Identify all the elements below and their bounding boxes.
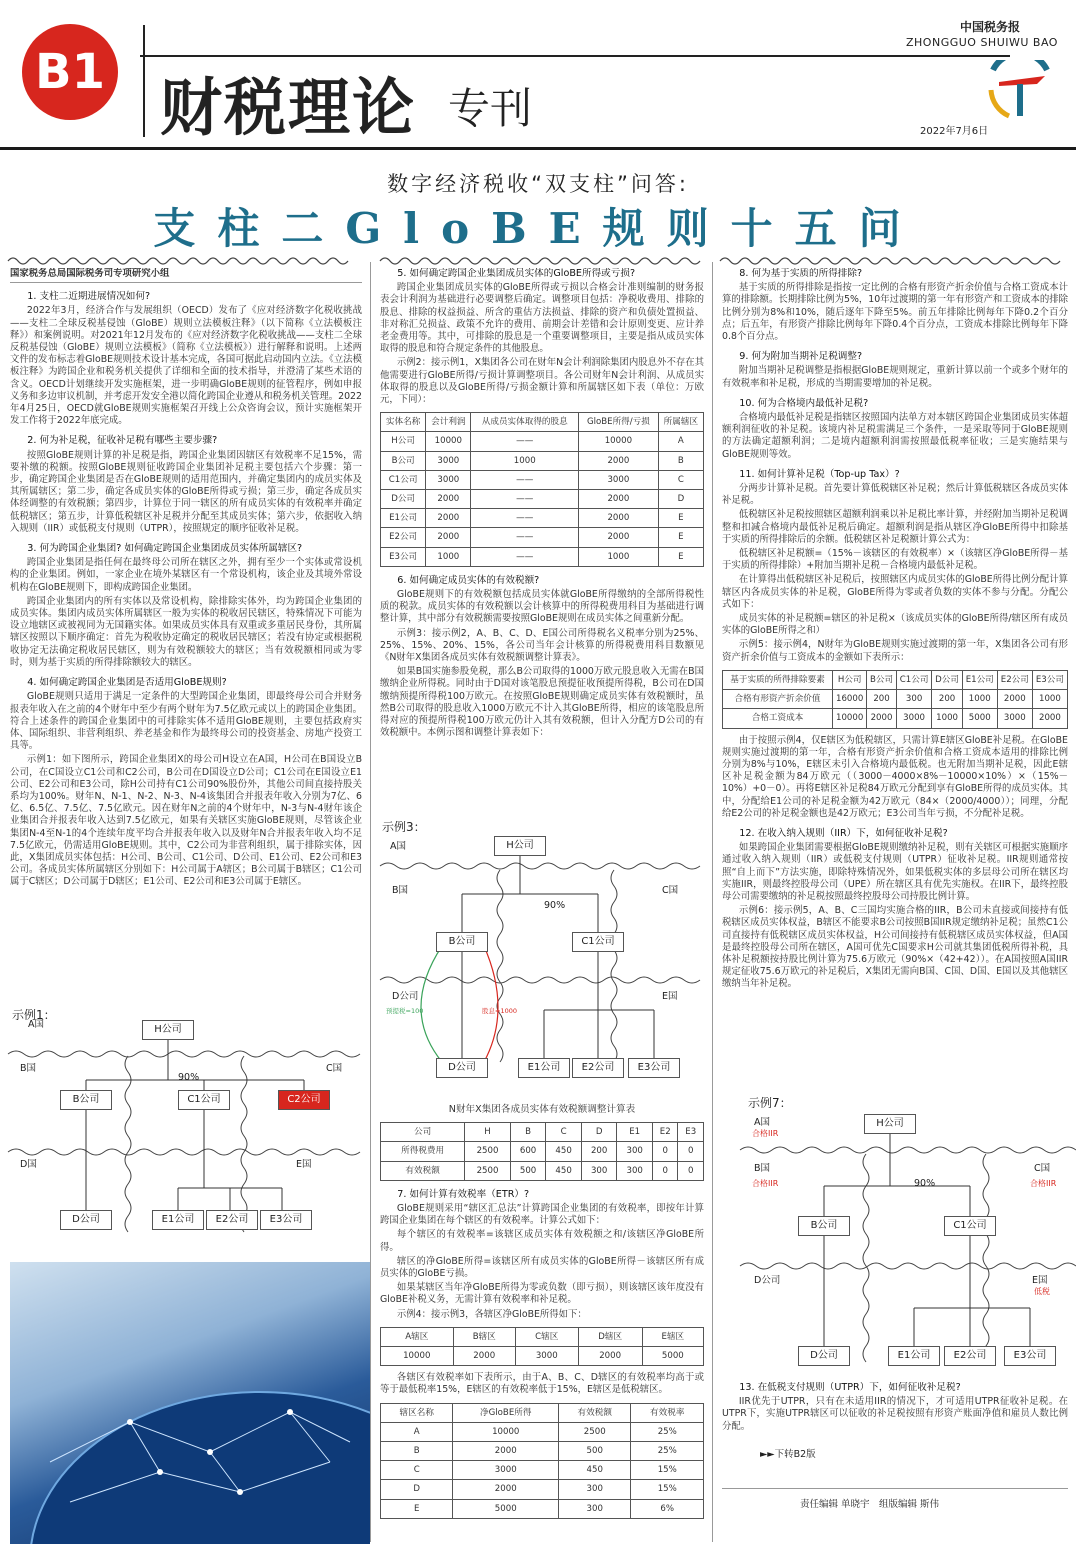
table-cell: 1000 [932,709,962,728]
table-cell: —— [471,528,579,547]
company-e1: E1公司 [888,1346,940,1366]
formula-top-up: 低税辖区补足税额=（15%－该辖区的有效税率）×（该辖区净GloBE所得－基于实质的所得排除）+附加当期补足税－合格境内最低补足税。 [722,548,1068,572]
company-e2: E2公司 [944,1346,996,1366]
table-cell: —— [471,432,579,451]
table-cell: 450 [559,1461,631,1480]
question-6: 6. 如何确定成员实体的有效税额? [397,574,540,586]
example-1-label: 示例1： [12,1008,56,1022]
question-10: 10. 何为合格境内最低补足税? [739,397,869,409]
table-cell: 0 [652,1161,677,1180]
table-cell: E [381,1499,453,1518]
example-3-diagram [380,830,704,1082]
table-header-row [381,1403,704,1422]
table-cell: 0 [678,1161,704,1180]
question-12: 12. 在收入纳入规则（IIR）下，如何征收补足税? [739,827,948,839]
table-header-row [723,670,1068,689]
question-11: 11. 如何计算补足税（Top-up Tax）? [739,468,900,480]
iir-b-label: 合格IIR [752,1179,779,1188]
low-tax-label: 低税 [1034,1287,1050,1296]
company-c1: C1公司 [572,932,624,952]
company-e2: E2公司 [572,1058,624,1078]
table-cell: E [658,509,703,528]
table-row [723,709,1068,728]
table-cell: 2000 [579,490,659,509]
table-cell: C [658,470,703,489]
company-d: D公司 [436,1058,488,1078]
answer-1: 2022年3月，经济合作与发展组织（OECD）发布了《应对经济数字化税收挑战——支柱二全球反税基侵蚀（GloBE）规则立法模板注释》（以下简称《立法模板注释》）和案例说明。对2021年12月发布的《应对经济数字化税收挑战——支柱二全球反税基侵蚀（GloBE）规则立法模板》（简称《立法模板》）进行解释和说明。上述两文件的发布标志着GloBE规则技术设计基本完成，各国可据此启动国内立法。《立法模板注释》为跨国企业和税务机关提供了详细和全面的技术指导，并澄清了某些术语的含义。OECD计划继续开发实施框架，进一步明确GloBE规则的征管程序，例如申报义务和多边审议机制，并考虑开发安全港以简化跨国企业遵从和税务机关管理。2022年4月25日，OECD就GloBE规则实施框架召开线上公众咨询会议，预计实施框架开发工作将于2022年底完成。 [10,305,362,427]
table-cell: 25% [631,1422,704,1441]
table-cell: 2500 [465,1142,511,1161]
country-e-label: E国 [296,1159,312,1170]
answer-7: GloBE规则采用“辖区汇总法”计算跨国企业集团的有效税率，即按年计算跨国企业集团在每个辖区的有效税率。计算公式如下： [380,1203,704,1227]
table-header: 有效税额 [559,1403,631,1422]
question-13: 13. 在低税支付规则（UTPR）下，如何征收补足税? [739,1382,961,1393]
company-b: B公司 [436,932,488,952]
table-cell: 有效税额 [381,1161,465,1180]
table-cell: 2000 [426,490,471,509]
answer-2: 按照GloBE规则计算的补足税是指，跨国企业集团因辖区有效税率不足15%，需要补缴的税额。按照GloBE规则征收跨国企业集团补足税主要包括六个步骤：第一步，确定跨国企业集团是否在GloBE规则的适用范围内，并确定集团内的成员实体及其所属辖区；第二步，确定各成员实体的GloBE所得或亏损；第三步，确定各成员实体经调整的有效税额；第四步，计算位于同一辖区的所有成员实体的有效税率并确定低税辖区；第五步，计算低税辖区补足税并分配至其成员实体；第六步，依据收入纳入规则（IIR）或低税支付规则（UTPR），按照规定的顺序征收补足税。 [10,449,362,534]
table-cell: 10000 [426,432,471,451]
table-cell: 0 [678,1142,704,1161]
table-cell: 10000 [579,432,659,451]
article-column-3-lower [722,1382,1068,1444]
column-rule [370,262,371,1542]
table-header: H公司 [833,670,867,689]
table-header: 从成员实体取得的股息 [471,413,579,432]
table-cell: D [381,1480,453,1499]
table-cell: 2000 [453,1347,515,1366]
table-header: 基于实质的所得排除要素 [723,670,833,689]
table-cell: E [658,547,703,566]
table-cell: 6% [631,1499,704,1518]
earth-network-image [10,1262,370,1544]
company-e2: E2公司 [206,1210,258,1230]
table-cell: 2000 [579,528,659,547]
question-4: 4. 如何确定跨国企业集团是否适用GloBE规则? [27,677,227,689]
table-cell: 5000 [642,1347,703,1366]
country-c-label: C国 [326,1063,343,1074]
table-cell: 2000 [1032,709,1067,728]
table-cell: 1000 [579,547,659,566]
example-3-label: 示例3： [382,820,426,834]
table-row [381,432,704,451]
example-5-calc: 由于按照示例4，仅E辖区为低税辖区，只需计算E辖区GloBE补足税。在GloBE规则实施过渡期的第一年，合格有形资产折余价值和合格工资成本适用的排除比例分别为8%与10%，E辖区未引入合格境内最低税。也无附加当期补足税，因此E辖区补足税金额为84万欧元（（3000－4000×8%－10000×10%）×（15%－10%）+0－0）。再将E辖区补足税84万欧元分配到享有GloBE所得的成员实体。其中，分配给E1公司的补足税金额为42万欧元（84×（2000/4000））；同理，分配给E2公司的补足税金额也是42万欧元；E3公司当年亏损，不分配补足税。 [722,734,1068,819]
company-b: B公司 [798,1216,850,1236]
table-cell: 2000 [453,1442,559,1461]
answer-4: GloBE规则只适用于满足一定条件的大型跨国企业集团，即最终母公司合并财务报表年收入在之前的4个财年中至少有两个财年为7.5亿欧元或以上的跨国企业集团。符合上述条件的跨国企业集团中的可排除实体不适用GloBE规则，主要包括政府实体、国际组织、非营利组织、养老基金和作为最终母公司的投资基金、房地产投资工具等。 [10,691,362,752]
table-cell: 1000 [471,451,579,470]
table-cell: —— [471,470,579,489]
country-b-label: B国 [754,1163,771,1174]
table-cell: 500 [510,1161,546,1180]
table-cell: 2000 [579,451,659,470]
table-cell: 15% [631,1461,704,1480]
example-3-text: 示例3：接示例2，A、B、C、D、E国公司所得税名义税率分别为25%、25%、15%、20%、15%，各公司当年会计核算的所得税费用科目数额见《N财年X集团各成员实体有效税额调整计算表》。 [380,627,704,664]
company-d: D公司 [60,1210,112,1230]
table-cell: 450 [546,1161,582,1180]
answer-11d: 在计算得出低税辖区补足税后，按照辖区内成员实体的GloBE所得比例分配计算辖区内各成员实体的补足税，GloBE所得为零或者负数的实体不参与分配。分配公式如下： [722,574,1068,610]
question-5: 5. 如何确定跨国企业集团成员实体的GloBE所得或亏损? [397,268,636,279]
table-header: C辖区 [515,1327,578,1346]
table-cell: 2000 [867,709,896,728]
table-cell: E3公司 [381,547,426,566]
table-cell: E2公司 [381,528,426,547]
table-cell: 3000 [426,470,471,489]
table-cell: 1000 [1032,690,1067,709]
withholding-tax-note: 预提税=100 [386,1007,424,1015]
table-cell: E1公司 [381,509,426,528]
table-row [381,1499,704,1518]
company-c1: C1公司 [944,1216,996,1236]
table-cell: 3000 [997,709,1032,728]
answer-8: 基于实质的所得排除是指按一定比例的合格有形资产折余价值与合格工资成本计算的排除额。长期排除比例为5%，10年过渡期的第一年有形资产和工资成本的排除比例分别为8%和10%，随后逐年下降至5%。前五年排除比例每年下降0.2个百分点；后五年，有形资产排除比例每年下降0.4个百分点，工资成本排除比例每年下降0.8个百分点。 [722,282,1068,343]
table-header-row [381,1123,704,1142]
table-cell: A [658,432,703,451]
headline: 支柱二GloBE规则十五问 [153,204,923,253]
company-c1: C1公司 [178,1090,230,1110]
table-cell: 300 [559,1480,631,1499]
company-e3: E3公司 [628,1058,680,1078]
question-8: 8. 何为基于实质的所得排除? [739,268,863,279]
page-label-badge: B1 [22,24,118,120]
answer-6: GloBE规则下的有效税额包括成员实体就GloBE所得缴纳的全部所得税性质的税款。成员实体的有效税额以会计核算中的所得税费用科目为基础进行调整计算，其中部分有效税额需要按照GloBE规则在成员实体之间重新分配。 [380,589,704,625]
table-header: E辖区 [642,1327,703,1346]
table-header: 净GloBE所得 [453,1403,559,1422]
answer-7-note: 如果某辖区当年净GloBE所得为零或负数（即亏损），则该辖区该年度没有GloBE补税义务，无需计算有效税率和补足税。 [380,1282,704,1306]
table-cell: 300 [581,1161,617,1180]
table-header: D辖区 [578,1327,642,1346]
table-header: E1公司 [962,670,997,689]
country-a-label: A国 [754,1117,770,1128]
ownership-percent: 90% [178,1072,200,1083]
country-e-label: E国 [662,991,678,1002]
answer-10: 合格境内最低补足税是指辖区按照国内法单方对本辖区跨国企业集团成员实体超额利润征收的补足税。该境内补足税需满足三个条件，一是采取等同于GloBE规则的方法确定超额利润；二是境内超额利润需按照最低税率征收；三是实施结果与GloBE规则等效。 [722,412,1068,460]
tax-adjustment-table-title: N财年X集团各成员实体有效税额调整计算表 [448,1104,636,1115]
table-cell: D [658,490,703,509]
table-header: E2公司 [997,670,1032,689]
table-cell: 2500 [465,1161,511,1180]
table-cell: 2500 [559,1422,631,1441]
column-rule [712,262,713,1542]
iir-c-label: 合格IIR [1030,1179,1057,1188]
dividend-note: 股息=1000 [482,1007,517,1015]
continued-on-page: ►►下转B2版 [760,1449,816,1460]
question-3: 3. 何为跨国企业集团? 如何确定跨国企业集团成员实体所属辖区? [27,543,303,555]
table-cell: E [658,528,703,547]
question-1: 1. 支柱二近期进展情况如何? [27,291,151,303]
wave-divider [0,254,1076,268]
table-header: 所属辖区 [658,413,703,432]
table-cell: 所得税费用 [381,1142,465,1161]
article-column-3 [722,268,1068,1086]
table-cell: 15% [631,1480,704,1499]
table-header: E2 [652,1123,677,1142]
answer-11: 分两步计算补足税。首先要计算低税辖区补足税；然后计算低税辖区各成员实体补足税。 [722,483,1068,507]
table-cell: 3000 [453,1461,559,1480]
table-header: D [581,1123,617,1142]
table-cell: 10000 [453,1422,559,1441]
table-cell: —— [471,490,579,509]
table-cell: 300 [559,1499,631,1518]
masthead-rule [140,55,1010,57]
example-1-text: 示例1：如下图所示，跨国企业集团X的母公司H设立在A国，H公司在B国设立B公司，在C国设立C1公司和C2公司，B公司在D国设立D公司；C1公司在E国设立E1公司、E2公司和E3公司，除H公司持有C1公司90%股份外，其他公司间直接持股关系均为100%。财年N、N-1、N-2、N-3、N-4该集团合并报表年收入分别为7亿、6亿、6.5亿、7.5亿、7.5亿欧元。因在财年N之前的4个财年中，N-3与N-4财年该企业集团合并报表年收入达到7.5亿欧元，如果有关辖区实施GloBE规则，尽管该企业集团N-4至N-1的4个连续年度平均合并报表年收入以及财年N合并报表年收入均不足7.5亿欧元，仍需适用GloBE规则。其中，C2公司为非营利组织，属于排除实体，因此，X集团成员实体包括：H公司、B公司、C1公司、D公司、E1公司、E2公司和E3公司。各成员实体所属辖区分别如下：H公司属于A辖区；B公司属于B辖区；C1公司属于C辖区；D公司属于D辖区；E1公司、E2公司和E3公司属于E辖区。 [10,754,362,888]
formula-allocation: 成员实体的补足税额=辖区的补足税×（该成员实体的GloBE所得/辖区所有成员实体的GloBE所得之和） [722,613,1068,637]
section-subtitle: 专刊 [448,84,533,133]
table-cell: 300 [617,1142,653,1161]
country-a-label: A国 [28,1019,44,1030]
newspaper-name: 中国税务报 [960,20,1021,34]
table-cell: 3000 [896,709,932,728]
table-row [381,547,704,566]
table-row [381,528,704,547]
answer-9: 附加当期补足税调整是指根据GloBE规则规定，重新计算以前一个或多个财年的有效税率和补足税，形成的当期需要增加的补足税。 [722,365,1068,389]
table-header: 辖区名称 [381,1403,453,1422]
table-cell: 600 [510,1142,546,1161]
example-7-label: 示例7： [748,1096,792,1110]
table-header: 会计利润 [426,413,471,432]
article-column-2-lower [380,1098,704,1546]
table-row [381,1480,704,1499]
table-cell: —— [471,547,579,566]
table-header: GloBE所得/亏损 [579,413,659,432]
masthead-vertical-rule [143,25,145,137]
table-header: 公司 [381,1123,465,1142]
globe-income-table [380,412,704,567]
table-cell: 5000 [962,709,997,728]
table-cell: 2000 [453,1480,559,1499]
table-cell: 3000 [579,470,659,489]
table-cell: 5000 [453,1499,559,1518]
country-c-label: C国 [662,885,679,896]
question-2: 2. 何为补足税，征收补足税有哪些主要步骤? [27,435,218,447]
company-h: H公司 [142,1020,194,1040]
formula-etr: 每个辖区的有效税率=该辖区成员实体有效税额之和/该辖区净GloBE所得。 [380,1229,704,1253]
example-7-diagram [740,1108,1070,1370]
table-header: B公司 [867,670,896,689]
company-e1: E1公司 [518,1058,570,1078]
iir-a-label: 合格IIR [752,1129,779,1138]
table-cell: B [381,1442,453,1461]
company-d: D公司 [798,1346,850,1366]
table-cell: C1公司 [381,470,426,489]
country-c-label: C国 [1034,1163,1051,1174]
country-d-label: D公司 [754,1275,781,1286]
table-row [381,470,704,489]
table-cell: 1000 [962,690,997,709]
table-row [381,1422,704,1441]
table-header-row [381,1327,704,1346]
net-income-table [380,1327,704,1366]
table-header-row [381,413,704,432]
table-cell: 500 [559,1442,631,1461]
company-h: H公司 [864,1114,916,1134]
table-cell: 25% [631,1442,704,1461]
question-9: 9. 何为附加当期补足税调整? [739,351,863,363]
country-e-label: E国 [1032,1275,1048,1286]
table-row [381,1142,704,1161]
table-header: C [546,1123,582,1142]
tax-adjustment-table [380,1122,704,1181]
etr-table [380,1403,704,1519]
table-header: B [510,1123,546,1142]
answer-13: IIR优先于UTPR，只有在未适用IIR的情况下，才可适用UTPR征收补足税。在UTPR下，实施UTPR辖区可以征收的补足税按照有形资产账面净值和雇员人数比例分配。 [722,1396,1068,1432]
etr-explanation: 各辖区有效税率如下表所示，由于A、B、C、D辖区的有效税率均高于或等于最低税率15%，E辖区的有效税率低于15%，E辖区是低税辖区。 [380,1372,704,1396]
table-cell: 2000 [426,528,471,547]
answer-3: 跨国企业集团是指任何在最终母公司所在辖区之外，拥有至少一个实体或常设机构的企业集团。例如，一家企业在境外某辖区有一个常设机构，该企业及其境外常设机构在GloBE规则下，即构成跨国企业集团。 [10,557,362,593]
table-row [723,690,1068,709]
table-header: A辖区 [381,1327,454,1346]
table-header: D公司 [932,670,962,689]
table-row [381,1347,704,1366]
table-cell: 10000 [833,709,867,728]
table-cell: D公司 [381,490,426,509]
newspaper-name-en: ZHONGGUO SHUIWU BAO [906,36,1058,49]
example-7-lines [740,1108,1070,1370]
example-4-text: 示例4：接示例3，各辖区净GloBE所得如下： [396,1308,587,1320]
substance-exclusion-table [722,670,1068,729]
table-cell: 2000 [997,690,1032,709]
company-e3: E3公司 [260,1210,312,1230]
company-h: H公司 [494,836,546,856]
issue-date: 2022年7月6日 [920,126,989,137]
table-cell: 200 [581,1142,617,1161]
table-cell: 3000 [515,1347,578,1366]
kicker: 数字经济税收“双支柱”问答: [387,172,689,196]
table-row [381,509,704,528]
table-header: E3公司 [1032,670,1067,689]
answer-11b: 低税辖区补足税按照辖区超额利润乘以补足税比率计算，并经附加当期补足税调整和扣减合格境内最低补足税后确定。超额利润是指从辖区净GloBE所得中扣除基于实质的所得排除后的余额。低税辖区补足税额计算公式为： [722,509,1068,545]
answer-5: 跨国企业集团成员实体的GloBE所得或亏损以合格会计准则编制的财务报表会计利润为基础进行必要调整后确定。调整项目包括：净税收费用、排除的股息、排除的权益损益、所含的重估方法损益、排除的资产和负债处置损益、非对称汇兑损益、政策不允许的费用、前期会计差错和会计原则变更、应计养老金费用等。其中，可排除的股息是一个重要调整项目，主要是指从成员实体取得的股息和符合规定条件的其他股息。 [380,282,704,355]
table-cell: A [381,1422,453,1441]
example-5-text: 示例5：接示例4，N财年为GloBE规则实施过渡期的第一年，X集团各公司有形资产折余价值与工资成本的金额如下表所示： [722,639,1068,663]
example-1-diagram [8,1016,364,1256]
table-row [381,490,704,509]
company-c2: C2公司 [278,1090,330,1110]
answer-12: 如果跨国企业集团需要根据GloBE规则缴纳补足税，则有关辖区可根据实施顺序通过收入纳入规则（IIR）或低税支付规则（UTPR）征收补足税。IIR规则通常按照“自上而下”方法实施，即除特殊情况外，如果低税实体的多层母公司所在辖区均实施IIR，则最终控股母公司（UPE）所在辖区具有优先实施权。在IIR下，最终控股母公司需要缴纳的补足税按照最终控股母公司持股比例计算。 [722,842,1068,902]
table-cell: 10000 [381,1347,454,1366]
country-d-label: D国 [20,1159,37,1170]
table-cell: 1000 [426,547,471,566]
table-row [381,1161,704,1180]
company-e1: E1公司 [152,1210,204,1230]
section-title: 财税理论 [160,71,417,144]
globe-photo [10,1262,370,1544]
table-header: E1 [617,1123,653,1142]
table-row [381,451,704,470]
table-cell: 0 [652,1142,677,1161]
example-3-text-b: 如果B国实施参股免税，那么B公司取得的1000万欧元股息收入无需在B国缴纳企业所得税。同时由于D国对该笔股息预提征收预提所得税，B公司在D国缴纳预提所得税100万欧元。在按照GloBE规则确定成员实体有效税额时，虽然B公司取得的股息收入1000万欧元不计入其GloBE所得，相应的该笔股息所得对应的预提所得税100万欧元仍计入其有效税额，但计入分配方D公司的有效税额中。本例示图和调整计算表如下： [380,666,704,739]
table-cell: 2000 [426,509,471,528]
table-row [381,1442,704,1461]
table-row [381,1461,704,1480]
table-cell: B公司 [381,451,426,470]
table-cell: 200 [932,690,962,709]
table-header: E3 [678,1123,704,1142]
formula-net-income: 辖区的净GloBE所得=该辖区所有成员实体的GloBE所得－该辖区所有成员实体的GloBE亏损。 [380,1255,704,1280]
ownership-percent: 90% [914,1178,936,1189]
table-cell: 2000 [579,509,659,528]
company-e3: E3公司 [1004,1346,1056,1366]
question-7: 7. 如何计算有效税率（ETR）? [397,1188,530,1200]
table-header: B辖区 [453,1327,515,1346]
example-2-text: 示例2：接示例1，X集团各公司在财年N会计利润除集团内股息外不存在其他需要进行GloBE所得/亏损计算调整项目。各公司财年N会计利润、从成员实体取得的股息以及GloBE所得/亏损金额计算和所属辖区如下表（单位：万欧元，下同）： [380,357,704,406]
table-cell: 16000 [833,690,867,709]
table-cell: 200 [867,690,896,709]
table-cell: 合格工资成本 [723,709,833,728]
table-cell: 300 [896,690,932,709]
country-b-label: B国 [20,1063,37,1074]
table-cell: H公司 [381,432,426,451]
byline: 国家税务总局国际税务司专项研究小组 [10,268,362,283]
newspaper-logo-icon [985,60,1055,120]
example-3-lines [380,830,704,1082]
table-cell: 3000 [426,451,471,470]
company-b: B公司 [60,1090,112,1110]
table-header: C1公司 [896,670,932,689]
country-a-label: A国 [390,841,406,852]
table-header: 有效税率 [631,1403,704,1422]
country-d-label: D公司 [392,991,419,1002]
answer-3b: 跨国企业集团内的所有实体以及常设机构，除排除实体外，均为跨国企业集团的成员实体。集团内成员实体所属辖区一般为实体的税收居民辖区，特殊情况下可能为设立地辖区或被视同为无国籍实体。如果成员实体具有双重或多重居民身份，其所属辖区按照以下顺序确定：首先为税收协定确定的税收居民辖区；若没有协定或根据税收协定无法确定税收居民辖区，则为有效税额较大的辖区；当有效税额相同或为零时，则为基于实质的所得排除额较大的辖区。 [10,595,362,668]
editors-credit: 责任编辑 单晓宇 组版编辑 斯伟 [800,1499,940,1510]
table-cell: C [381,1461,453,1480]
table-cell: 合格有形资产折余价值 [723,690,833,709]
table-cell: 450 [546,1142,582,1161]
table-header: H [465,1123,511,1142]
article-column-2 [380,268,704,808]
ownership-percent: 90% [544,900,566,911]
table-cell: 300 [617,1161,653,1180]
footer-rule [722,1488,1068,1489]
table-header: 实体名称 [381,413,426,432]
article-column-1 [10,268,362,1003]
example-6-text: 示例6：接示例5，A、B、C三国均实施合格的IIR，B公司未直接或间接持有低税辖区成员实体权益，B辖区不能要求B公司按照B国IIR规定缴纳补足税；虽然C1公司直接持有低税辖区成员实体权益，H公司间接持有低税辖区成员实体权益，但A国是最终控股母公司所在辖区，A国可优先C国要求H公司就其集团低税所得补税，具体补足税额按持股比例计算为75.6万欧元（90%×（42+42））。在A国按照A国IIR规定征收75.6万欧元的补足税后，X集团无需向B国、C国、D国、E国以及其他辖区缴纳当年补足税。 [722,905,1068,990]
country-b-label: B国 [392,885,409,896]
table-cell: 2000 [578,1347,642,1366]
table-cell: B [658,451,703,470]
table-cell: —— [471,509,579,528]
